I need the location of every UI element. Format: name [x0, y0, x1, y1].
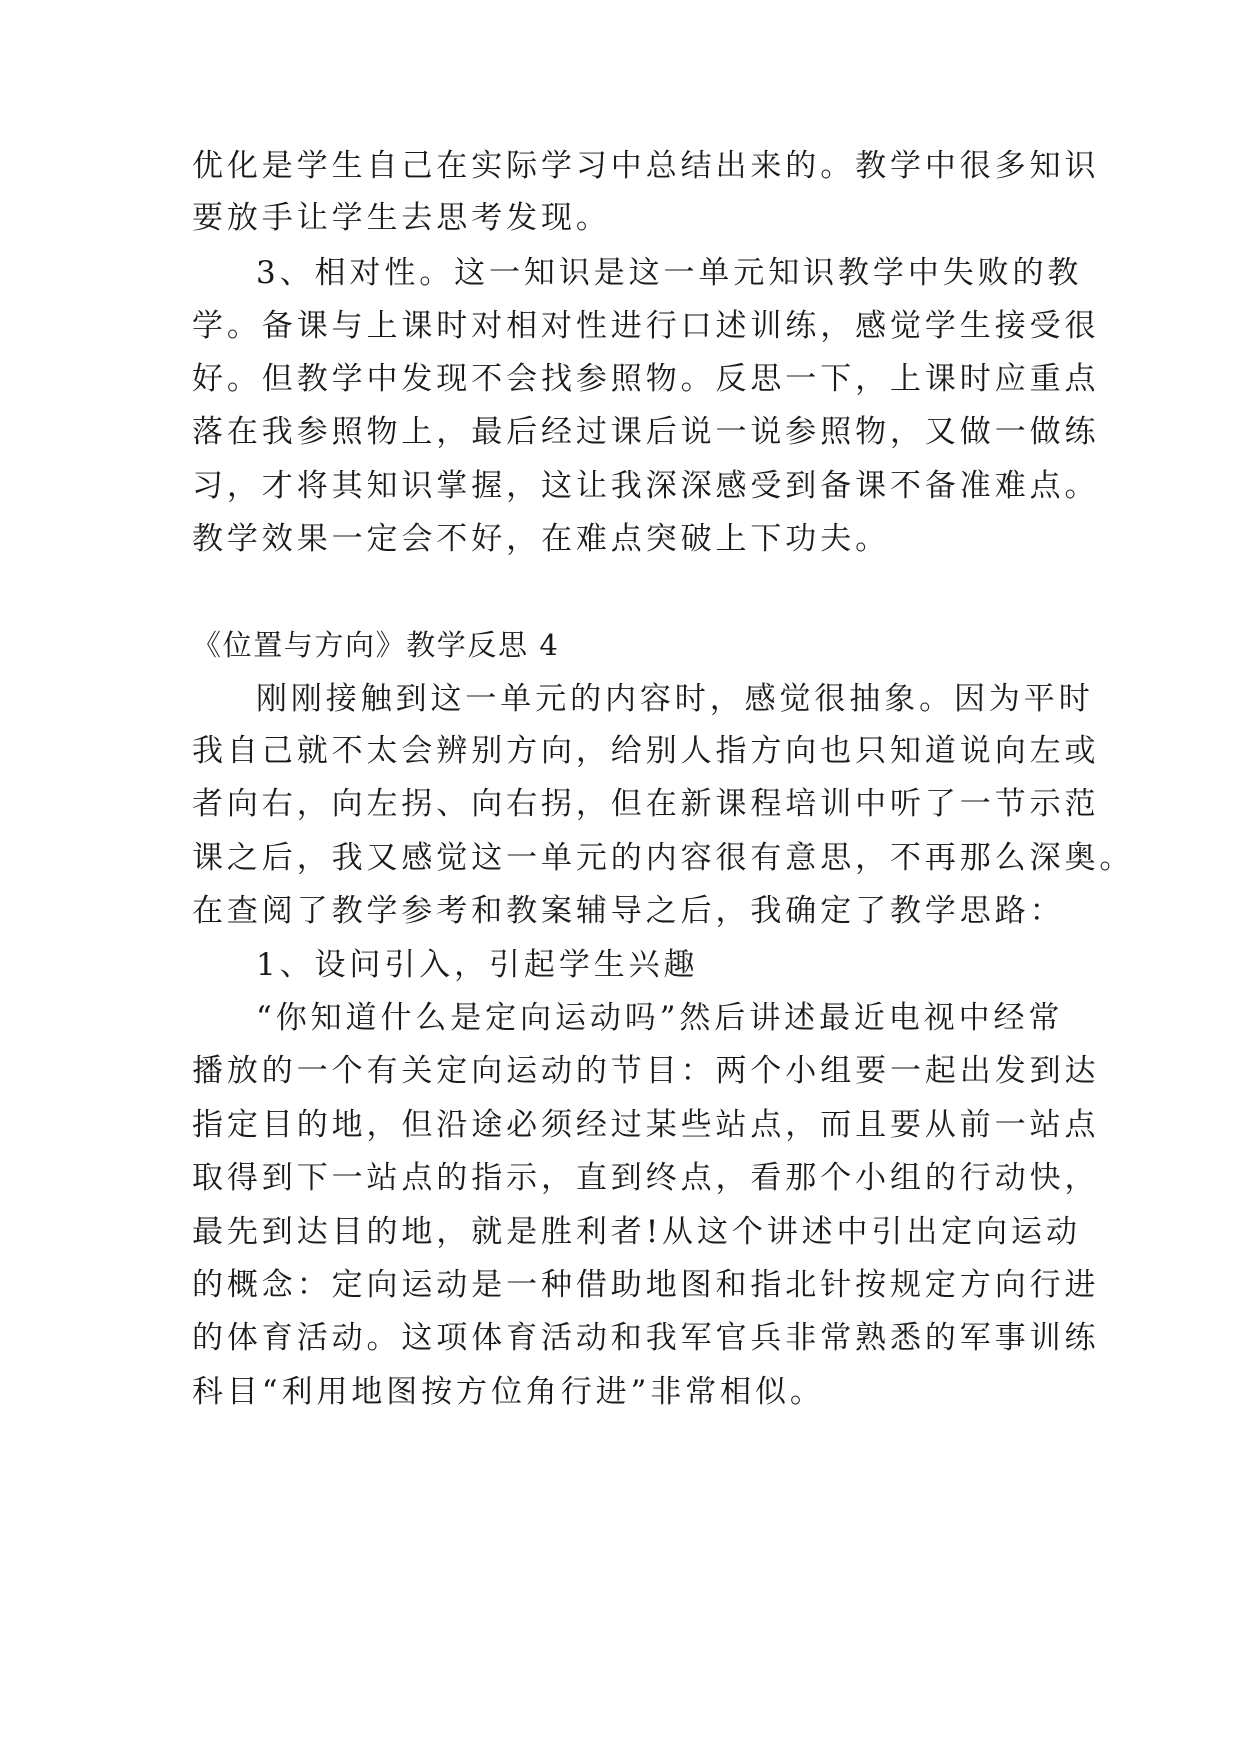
paragraph-line: 优化是学生自己在实际学习中总结出来的。教学中很多知识 — [192, 148, 1100, 184]
paragraph-line: 最先到达目的地，就是胜利者!从这个讲述中引出定向运动 — [192, 1214, 1081, 1250]
paragraph-line: 我自己就不太会辨别方向，给别人指方向也只知道说向左或 — [192, 733, 1100, 769]
paragraph-line: 要放手让学生去思考发现。 — [192, 200, 611, 236]
paragraph-line: 刚刚接触到这一单元的内容时，感觉很抽象。因为平时 — [256, 681, 1094, 717]
paragraph-line: 学。备课与上课时对相对性进行口述训练，感觉学生接受很 — [192, 308, 1100, 344]
paragraph-line: 播放的一个有关定向运动的节目：两个小组要一起出发到达 — [192, 1053, 1100, 1089]
paragraph-line: 在查阅了教学参考和教案辅导之后，我确定了教学思路： — [192, 893, 1065, 929]
paragraph-line: 者向右，向左拐、向右拐，但在新课程培训中听了一节示范 — [192, 786, 1100, 822]
paragraph-line: 落在我参照物上，最后经过课后说一说参照物，又做一做练 — [192, 414, 1100, 450]
paragraph-line: 3、相对性。这一知识是这一单元知识教学中失败的教 — [256, 255, 1083, 291]
paragraph-line: “你知道什么是定向运动吗”然后讲述最近电视中经常 — [256, 1000, 1064, 1036]
paragraph-line: 的体育活动。这项体育活动和我军官兵非常熟悉的军事训练 — [192, 1320, 1100, 1356]
section-title: 《位置与方向》教学反思 4 — [192, 628, 560, 662]
paragraph-line: 课之后，我又感觉这一单元的内容很有意思，不再那么深奥。 — [192, 840, 1135, 876]
paragraph-line: 好。但教学中发现不会找参照物。反思一下，上课时应重点 — [192, 361, 1100, 397]
paragraph-line: 的概念：定向运动是一种借助地图和指北针按规定方向行进 — [192, 1267, 1100, 1303]
list-heading: 1、设问引入，引起学生兴趣 — [256, 947, 699, 983]
paragraph-line: 教学效果一定会不好，在难点突破上下功夫。 — [192, 521, 890, 557]
paragraph-line: 取得到下一站点的指示，直到终点，看那个小组的行动快， — [192, 1160, 1100, 1196]
paragraph-line: 指定目的地，但沿途必须经过某些站点，而且要从前一站点 — [192, 1107, 1100, 1143]
paragraph-line: 科目“利用地图按方位角行进”非常相似。 — [192, 1374, 825, 1410]
paragraph-line: 习，才将其知识掌握，这让我深深感受到备课不备准难点。 — [192, 468, 1100, 504]
